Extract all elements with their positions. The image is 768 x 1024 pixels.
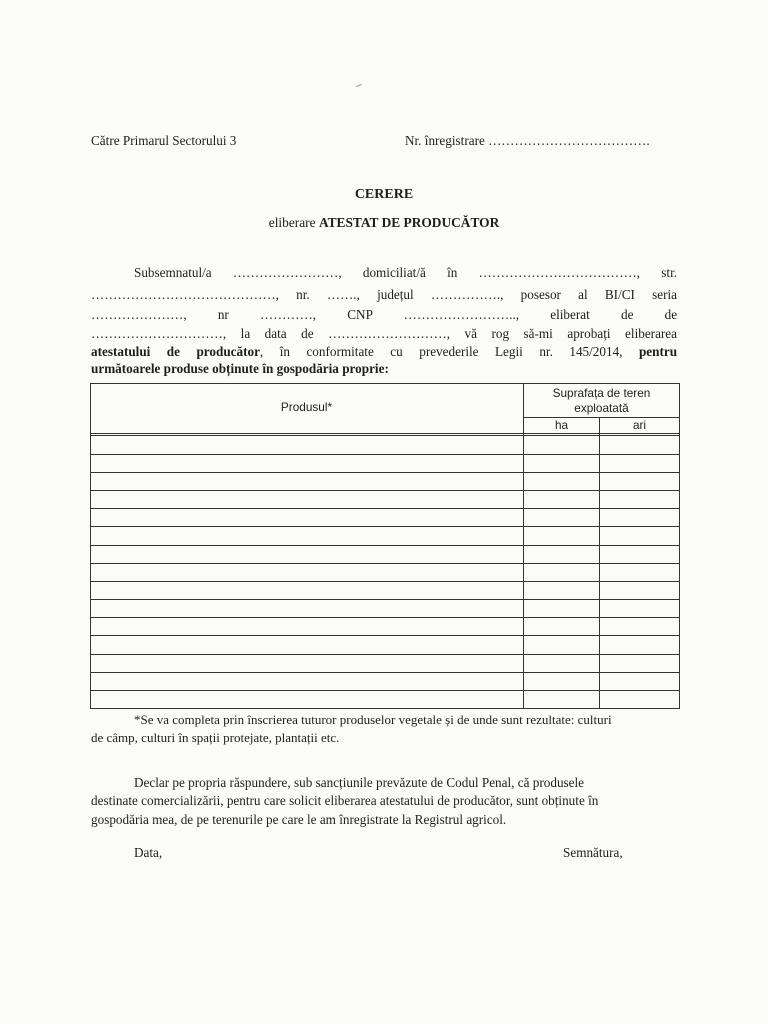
scan-speck	[356, 84, 362, 87]
declaration-line-1: Declar pe propria răspundere, sub sancțiunile prevăzute de Codul Penal, că produsele	[134, 775, 585, 790]
body-line-6: următoarele produse obținute în gospodăria proprie:	[91, 361, 389, 376]
column-header-ari: ari	[632, 418, 647, 432]
table-grid	[90, 383, 680, 710]
document-title: CERERE	[354, 187, 414, 202]
footnote-line-1: *Se va completa prin înscrierea tuturor produselor vegetale și de unde sunt rezultate: culturi	[134, 712, 612, 727]
body-line-4: …………………………, la data de ………………………, vă rog să-mi aprobați eliberarea	[91, 326, 678, 341]
body-line-3: …………………, nr …………, CNP …………………….., eliberat de de	[91, 307, 678, 322]
declaration-line-3: gospodăria mea, de pe terenurile pe care le am înregistrate la Registrul agricol.	[91, 812, 507, 827]
column-header-area: Suprafața de teren	[552, 386, 651, 400]
registration-number: Nr. înregistrare ……………………………….	[405, 133, 650, 148]
column-header-area-2: exploatată	[574, 401, 629, 415]
column-header-product: Produsul*	[280, 400, 333, 414]
body-line-1: Subsemnatul/a ……………………, domiciliat/ă în ………………………………, str.	[134, 265, 678, 280]
column-header-ha: ha	[554, 418, 569, 432]
date-label: Data,	[134, 845, 163, 860]
addressee: Către Primarul Sectorului 3	[91, 133, 237, 148]
signature-label: Semnătura,	[563, 845, 623, 860]
document-subtitle	[0, 215, 768, 231]
subtitle-prefix: eliberare	[268, 215, 316, 230]
subtitle-bold: ATESTAT DE PRODUCĂTOR	[318, 215, 500, 230]
footnote-line-2: de câmp, culturi în spații protejate, plantații etc.	[91, 730, 340, 745]
products-table	[90, 383, 680, 710]
body-line-5: atestatului de producător, în conformitate cu prevederile Legii nr. 145/2014, pentru	[91, 344, 678, 359]
declaration-line-2: destinate comercializării, pentru care solicit eliberarea atestatului de producător, sunt obținute în	[91, 793, 599, 808]
body-line-2: ……………………………………, nr. ……., județul ……………., posesor al BI/CI seria	[91, 287, 678, 302]
